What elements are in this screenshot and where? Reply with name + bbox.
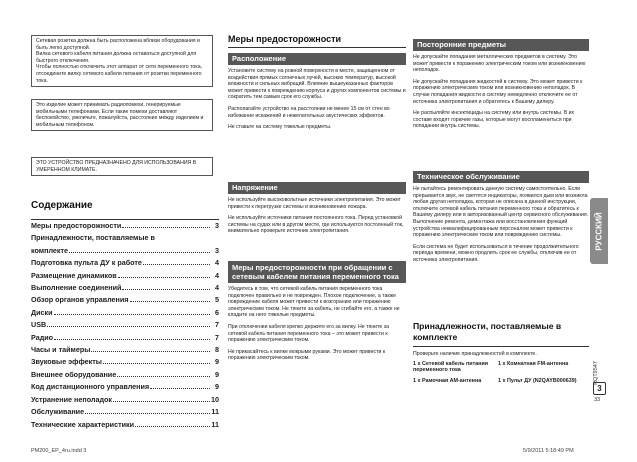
- toc-entry-label: Обслуживание: [31, 407, 85, 417]
- accessory-item: 1 x Сетевой кабель питания переменного тока: [413, 360, 488, 374]
- toc-dot-leader: [54, 339, 210, 340]
- toc-entry-label: Радио: [31, 332, 54, 342]
- doc-code: RQT9547: [592, 361, 599, 385]
- accessory-item: 1 x Пульт ДУ (N2QAYB000639): [498, 378, 577, 385]
- accessories-title: Принадлежности, поставляемые в комплекте: [413, 321, 562, 342]
- section-foreign-objects: [413, 39, 589, 135]
- section-header: Расположение: [228, 53, 406, 65]
- toc-dot-leader: [150, 388, 210, 389]
- toc-entry-label: Диски: [31, 307, 53, 317]
- toc-entry[interactable]: [31, 319, 219, 331]
- toc-entry-page: 7: [215, 332, 219, 342]
- toc-entry-page: 5: [215, 295, 219, 305]
- footer-date: 5/9/2011 5:18:49 PM: [523, 448, 574, 454]
- body-text: Не распыляйте инсектициды на систему или внутрь системы. В их составе входят горючие газы, которые могут воспламениться при попадании внутрь системы.: [413, 110, 575, 130]
- footer-file: PM200_EP_4ru.indd 3: [31, 448, 87, 454]
- toc-entry-label: Выполнение соединений: [31, 283, 122, 293]
- body-text: Не допускайте попадания металлических предметов в систему. Это может привести к поражению электрическим током или возникновению неполадок.: [413, 54, 586, 74]
- notice-text: Чтобы полностью отключить этот аппарат от сети переменного тока, отсоедините вилку сетевого кабеля питания от розетки переменного тока.: [36, 64, 203, 84]
- body-text: Располагайте устройство на расстоянии не менее 15 см от стен во избежание искажений и нежелательных акустических эффектов.: [228, 105, 390, 119]
- toc-entry-page: 3: [215, 245, 219, 255]
- toc-entry-label: Устранение неполадок: [31, 394, 113, 404]
- toc-entry-label: Часы и таймеры: [31, 345, 91, 355]
- body-text: Не пытайтесь ремонтировать данную систему самостоятельно. Если прерывается звук, не светятся индикаторы, появился дым или возникла любая другая неполадка, которая не описана в данной инструкции, отключите сетевой кабель питания переменного тока и обратитесь к Вашему дилеру или в авторизованный центр сервисного обслуживания. Выполнение ремонта, демонтажа или восстановления функций устройства неквалифицированным персоналом может привести к поражению электрическим током или повреждению системы.: [413, 186, 589, 239]
- toc-dot-leader: [85, 413, 210, 414]
- toc-entry-page: 4: [215, 258, 219, 268]
- toc-entry-label: комплекте: [31, 245, 69, 255]
- body-text: Не прикасайтесь к вилке мокрыми руками. Это может привести к поражению электрическим током.: [228, 348, 386, 362]
- section-cable: [228, 261, 406, 367]
- table-of-contents: [31, 219, 219, 431]
- title-rule: [228, 47, 406, 48]
- toc-entry-page: 9: [215, 382, 219, 392]
- toc-entry-page: 9: [215, 357, 219, 367]
- notice-box-climate: [31, 157, 213, 176]
- body-text: Не используйте высоковольтные источники электропитания. Это может привести к перегрузке системы и возникновению пожара.: [228, 197, 401, 210]
- toc-entry[interactable]: [31, 220, 219, 232]
- toc-entry[interactable]: [31, 356, 219, 368]
- toc-dot-leader: [122, 227, 210, 228]
- toc-dot-leader: [135, 426, 210, 427]
- toc-entry[interactable]: [31, 294, 219, 306]
- toc-entry-label: Внешнее оборудование: [31, 369, 117, 379]
- toc-dot-leader: [143, 264, 210, 265]
- toc-entry-label: Звуковые эффекты: [31, 357, 102, 367]
- toc-entry-page: 4: [215, 270, 219, 280]
- accessory-item: 1 x Комнатная FM-антенна: [498, 360, 569, 367]
- notice-box-interference: [31, 99, 213, 131]
- body-text: Установите систему на ровной поверхности в месте, защищенном от воздействия прямых солнечных лучей, высоких температур, высокой влажности и сильных вибраций. Влияние вышеуказанных факторов может привести к повреждению корпуса и других компонентов системы и сократить тем самым срок его службы.: [228, 68, 406, 101]
- body-text: Не используйте источники питания постоянного тока. Перед установкой системы на судах или в другом месте, где используется постоянный ток, внимательно проверьте источник электропитания.: [228, 215, 404, 235]
- toc-dot-leader: [47, 326, 210, 327]
- section-header: Напряжение: [228, 182, 406, 194]
- toc-entry-label: Принадлежности, поставляемые в: [31, 233, 155, 243]
- body-text: Убедитесь в том, что сетевой кабель питания переменного тока подключен правильно и не поврежден. Плохое подключение, а также повреждение кабеля может привести к возгоранию или поражению электрическим током. Не тяните за кабель, не сгибайте его, а также не кладите на него тяжелые предметы.: [228, 286, 400, 319]
- toc-entry[interactable]: [31, 369, 219, 381]
- toc-entry-page: 3: [215, 221, 219, 230]
- section-maintenance: [413, 171, 589, 269]
- toc-entry-label: Размещение динамиков: [31, 270, 117, 280]
- language-tab-label: РУССКИЙ: [594, 211, 604, 251]
- toc-dot-leader: [122, 289, 210, 290]
- toc-entry-page: 6: [215, 307, 219, 317]
- toc-entry-page: 11: [211, 419, 219, 429]
- toc-entry[interactable]: [31, 232, 219, 244]
- body-text: Если система не будет использоваться в течение продолжительного периода времени, можно продлить срок ее службы, отключив ее от источника электропитания.: [413, 243, 579, 263]
- toc-entry[interactable]: [31, 257, 219, 269]
- notice-box-power: [31, 35, 213, 87]
- accessory-row: [413, 378, 589, 385]
- toc-dot-leader: [69, 252, 210, 253]
- page-number-boxed: 3: [593, 382, 606, 395]
- toc-entry[interactable]: [31, 332, 219, 344]
- body-text: Не ставьте на систему тяжелые предметы.: [228, 124, 332, 131]
- toc-entry[interactable]: [31, 406, 219, 418]
- accessories-intro: Проверьте наличие принадлежностей в комплекте.: [413, 351, 537, 357]
- toc-entry-label: USB: [31, 320, 47, 330]
- toc-entry-page: 10: [211, 394, 219, 404]
- toc-dot-leader: [91, 351, 210, 352]
- body-text: Не допускайте попадания жидкостей в систему. Это может привести к поражению электрическим током или возникновению неполадок. В случае попадания жидкости в систему немедленно отключите ее от источника электропитания и обратитесь к Вашему дилеру.: [413, 78, 583, 105]
- toc-entry[interactable]: [31, 394, 219, 406]
- toc-entry[interactable]: [31, 270, 219, 282]
- section-header: Посторонние предметы: [413, 39, 589, 51]
- toc-entry[interactable]: [31, 245, 219, 257]
- toc-entry[interactable]: [31, 419, 219, 431]
- page-number: 33: [594, 397, 601, 403]
- toc-entry-page: 4: [215, 283, 219, 293]
- notice-text: ЭТО УСТРОЙСТВО ПРЕДНАЗНАЧЕНО ДЛЯ ИСПОЛЬЗОВАНИЯ В УМЕРЕННОМ КЛИМАТЕ.: [36, 160, 197, 173]
- toc-entry[interactable]: [31, 282, 219, 294]
- toc-entry-page: 9: [215, 369, 219, 379]
- toc-dot-leader: [118, 277, 210, 278]
- body-text: При отключении кабеля крепко держите его за вилку. Не тяните за сетевой кабель питания переменного тока – это может привести к поражению электрическим током.: [228, 323, 389, 344]
- section-title-precautions: Меры предосторожности: [228, 34, 342, 44]
- section-header: Техническое обслуживание: [413, 171, 589, 183]
- toc-entry-label: Технические характеристики: [31, 419, 135, 429]
- toc-entry-label: Меры предосторожности: [31, 221, 122, 230]
- notice-text: Сетевая розетка должна быть расположена вблизи оборудования и быть легко доступной.: [36, 38, 200, 51]
- toc-entry-page: 7: [215, 320, 219, 330]
- section-header: Меры предосторожности при обращении с сетевым кабелем питания переменного тока: [228, 261, 406, 283]
- toc-dot-leader: [103, 363, 210, 364]
- toc-entry-page: 11: [211, 407, 219, 417]
- toc-entry-label: Подготовка пульта ДУ к работе: [31, 258, 142, 268]
- toc-dot-leader: [130, 301, 211, 302]
- toc-dot-leader: [113, 401, 210, 402]
- toc-entry-label: Обзор органов управления: [31, 295, 129, 305]
- accessory-row: [413, 361, 589, 375]
- notice-text: Это изделие может принимать радиопомехи, генерируемые мобильными телефонами. Если такие помехи доставляют беспокойство, увеличьте, пожалуйста, расстояние между изделием и мобильным телефоном.: [36, 102, 204, 128]
- toc-entry[interactable]: [31, 307, 219, 319]
- toc-entry[interactable]: [31, 344, 219, 356]
- toc-title: Содержание: [31, 200, 93, 211]
- section-placement: [228, 53, 406, 136]
- accessory-item: 1 x Рамочная AM-антенна: [413, 378, 482, 385]
- toc-dot-leader: [117, 376, 210, 377]
- section-accessories: [413, 321, 589, 389]
- toc-entry-page: 8: [215, 345, 219, 355]
- toc-dot-leader: [54, 314, 210, 315]
- toc-entry-label: Код дистанционного управления: [31, 382, 150, 392]
- language-tab: [590, 198, 608, 264]
- notice-text: Вилка сетевого кабеля питания должна оставаться доступной для быстрого отключения.: [36, 51, 197, 64]
- toc-entry[interactable]: [31, 381, 219, 393]
- section-voltage: [228, 182, 406, 240]
